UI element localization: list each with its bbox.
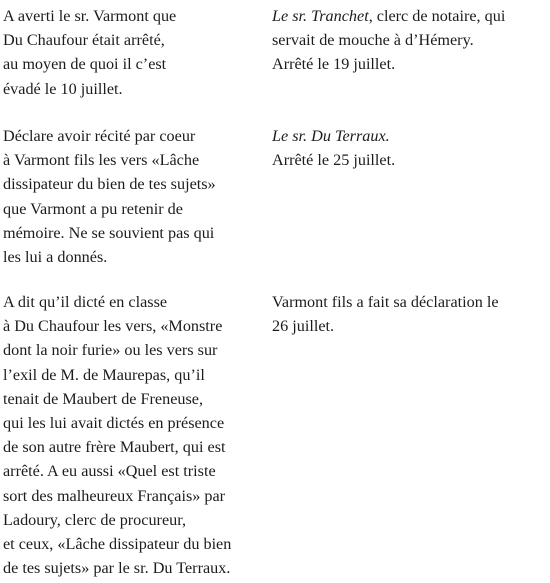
statement-line: évadé le 10 juillet. [3, 79, 123, 98]
declaration-line: Varmont fils a fait sa déclaration le [272, 293, 499, 311]
person-name: Le sr. Du Terraux. [272, 127, 390, 145]
statement-line: A dit qu’il dicté en classe [3, 293, 168, 311]
person-name: Le sr. Tranchet [272, 7, 369, 25]
statement-line: Ladoury, clerc de procureur, [3, 510, 187, 529]
statement-line: A averti le sr. Varmont que [3, 7, 177, 25]
statement-line: mémoire. Ne se souvient pas qui [3, 223, 215, 242]
person-description: , clerc de notaire, qui [368, 7, 506, 25]
statement-line: à Du Chaufour les vers, «Monstre [3, 317, 223, 336]
person-first-line [272, 124, 550, 148]
statement-line: arrêté. A eu aussi «Quel est triste [3, 462, 216, 481]
statement-line: l’exil de M. de Maurepas, qu’il [3, 365, 205, 384]
declaration-line: 26 juillet. [272, 317, 335, 336]
person-column [272, 4, 550, 77]
statement-column [3, 4, 271, 101]
statement-line: sort des malheureux Français» par [3, 486, 226, 505]
person-column [272, 290, 550, 338]
statement-column [3, 124, 271, 269]
statement-line: dont la noir furie» ou les vers sur [3, 341, 218, 360]
statement-line: au moyen de quoi il c’est [3, 55, 167, 74]
statement-line: les lui a donnés. [3, 247, 108, 266]
statement-line: de tes sujets» par le sr. Du Terraux. [3, 559, 231, 578]
statement-line: que Varmont a pu retenir de [3, 199, 183, 218]
statement-line: Déclare avoir récité par coeur [3, 127, 196, 145]
statement-line: et ceux, «Lâche dissipateur du bien [3, 534, 232, 553]
statement-line: qui les lui avait dictés en présence [3, 413, 225, 432]
person-line: servait de mouche à d’Hémery. [272, 31, 474, 50]
statement-line: tenait de Maubert de Freneuse, [3, 389, 204, 408]
arrest-date: Arrêté le 25 juillet. [272, 151, 396, 170]
person-first-line [272, 4, 550, 28]
statement-line: de son autre frère Maubert, qui est [3, 438, 226, 457]
statement-column [3, 290, 271, 580]
person-column [272, 124, 550, 172]
statement-line: à Varmont fils les vers «Lâche [3, 151, 200, 170]
statement-line: Du Chaufour était arrêté, [3, 31, 165, 50]
arrest-date: Arrêté le 19 juillet. [272, 55, 396, 74]
statement-line: dissipateur du bien de tes sujets» [3, 175, 216, 194]
